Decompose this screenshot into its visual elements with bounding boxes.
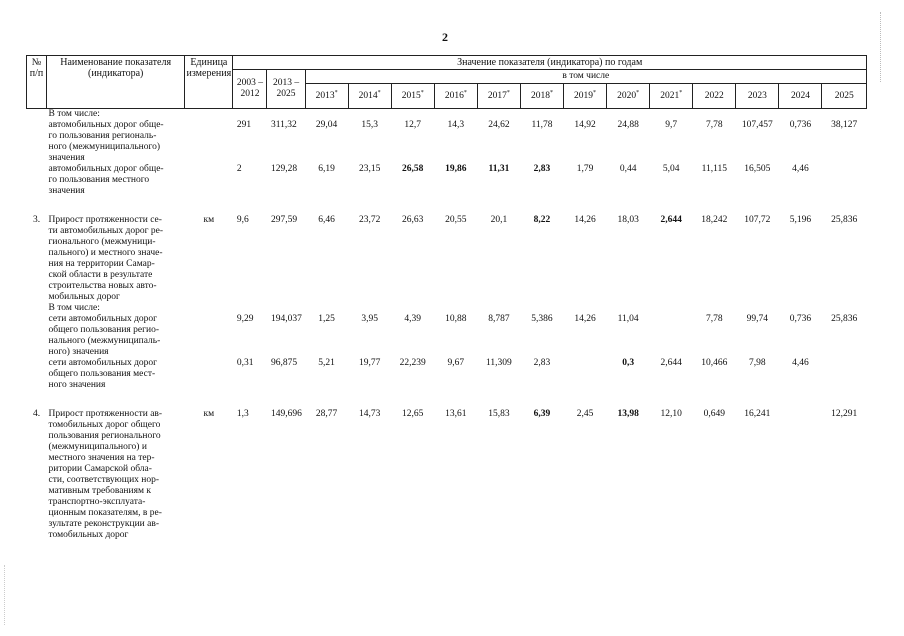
value-cell: 2,644 — [660, 215, 682, 225]
value-cell: 2,45 — [576, 409, 594, 419]
header-num: № п/п — [27, 56, 47, 109]
value-cell: 25,836 — [831, 314, 858, 324]
value-cell: 4,46 — [792, 164, 809, 174]
table-row — [27, 314, 867, 358]
value-cell: 5,386 — [531, 314, 553, 324]
value-cell: 13,61 — [445, 409, 467, 419]
value-cell: 0,649 — [703, 409, 725, 419]
value-cell: 16,241 — [744, 409, 771, 419]
table-row — [27, 120, 867, 164]
value-cell — [822, 164, 867, 197]
value-cell: 9,7 — [665, 120, 678, 130]
value-cell: 9,29 — [236, 314, 254, 324]
value-cell: 0,3 — [622, 358, 635, 368]
value-cell: 0,736 — [789, 314, 812, 324]
value-cell: 311,32 — [270, 120, 297, 130]
value-cell: 0,31 — [236, 358, 254, 368]
header-year: 2023 — [736, 84, 779, 109]
header-values-title: Значение показателя (индикатора) по годам — [233, 56, 867, 70]
header-year: 2020* — [607, 84, 650, 109]
row-unit: км — [203, 215, 215, 225]
value-cell: 4,46 — [792, 358, 809, 368]
value-cell: 9,6 — [236, 215, 249, 225]
value-cell: 2,644 — [660, 358, 682, 368]
value-cell: 13,98 — [617, 409, 639, 419]
row-name: сети автомобильных дорог общего пользования мест- ного значения — [48, 358, 158, 390]
value-cell — [650, 314, 693, 358]
value-cell: 129,28 — [270, 164, 298, 174]
row-name: Прирост протяженности ав- томобильных дорог общего пользования регионального (межмуниципального) и местного значения на тер- ритории Самарской обла- сти, соответствующих нор- мативным требованиям к транспортно-эксплуата- ционным показателям, в ре- зультате реконструкции ав- томобильных дорог — [48, 409, 163, 540]
value-cell: 18,242 — [701, 215, 728, 225]
value-cell: 291 — [236, 120, 252, 130]
row-number: 3. — [32, 215, 41, 225]
value-cell: 6,46 — [318, 215, 335, 225]
value-cell: 1,25 — [318, 314, 335, 324]
value-cell: 4,39 — [404, 314, 422, 324]
header-period-2003-2012: 2003 – 2012 — [233, 70, 267, 109]
value-cell: 15,3 — [361, 120, 378, 130]
value-cell: 297,59 — [270, 215, 298, 225]
value-cell: 12,65 — [402, 409, 424, 419]
value-cell: 6,39 — [533, 409, 551, 419]
value-cell: 12,7 — [404, 120, 422, 130]
header-unit: Единица измерения — [185, 56, 233, 109]
value-cell: 5,21 — [318, 358, 335, 368]
table-row — [27, 358, 867, 391]
value-cell: 0,44 — [619, 164, 637, 174]
value-cell: 23,72 — [358, 215, 381, 225]
value-cell: 20,55 — [445, 215, 467, 225]
table-row — [27, 164, 867, 197]
table-header — [27, 56, 867, 109]
value-cell: 6,19 — [318, 164, 335, 174]
value-cell — [822, 358, 867, 391]
value-cell: 3,95 — [361, 314, 378, 324]
value-cell: 96,875 — [270, 358, 298, 368]
scan-edge-mark — [4, 565, 19, 625]
value-cell: 38,127 — [831, 120, 858, 130]
value-cell: 14,26 — [574, 314, 596, 324]
value-cell: 99,74 — [746, 314, 769, 324]
value-cell: 8,787 — [488, 314, 510, 324]
value-cell: 10,88 — [445, 314, 467, 324]
value-cell: 7,78 — [705, 314, 723, 324]
value-cell: 20,1 — [490, 215, 508, 225]
value-cell: 28,77 — [315, 409, 338, 419]
header-year: 2018* — [520, 84, 563, 109]
value-cell: 12,10 — [660, 409, 682, 419]
value-cell: 11,309 — [486, 358, 512, 368]
header-year: 2016* — [434, 84, 477, 109]
value-cell — [564, 358, 607, 391]
row-name: автомобильных дорог обще- го пользования местного значения — [48, 164, 164, 196]
value-cell: 11,31 — [488, 164, 510, 174]
value-cell: 26,63 — [402, 215, 424, 225]
value-cell: 11,04 — [617, 314, 639, 324]
header-year: 2022 — [693, 84, 736, 109]
value-cell: 194,037 — [270, 314, 302, 324]
value-cell: 26,58 — [402, 164, 424, 174]
header-year: 2014* — [348, 84, 391, 109]
header-period-2013-2025: 2013 – 2025 — [267, 70, 305, 109]
value-cell: 11,115 — [701, 164, 727, 174]
value-cell: 24,88 — [617, 120, 639, 130]
value-cell: 9,67 — [447, 358, 465, 368]
header-year: 2019* — [564, 84, 607, 109]
value-cell: 29,04 — [315, 120, 338, 130]
value-cell: 7,98 — [749, 358, 766, 368]
row-name: автомобильных дорог обще- го пользования региональ- ного (межмуниципального) значения — [48, 120, 164, 163]
header-including: в том числе — [305, 70, 866, 84]
value-cell: 22,239 — [399, 358, 426, 368]
value-cell: 107,457 — [741, 120, 773, 130]
header-year: 2025 — [822, 84, 867, 109]
value-cell: 14,3 — [447, 120, 465, 130]
page-number: 2 — [442, 30, 448, 44]
header-name: Наименование показателя (индикатора) — [47, 56, 185, 109]
header-year: 2015* — [391, 84, 434, 109]
value-cell: 1,3 — [236, 409, 249, 419]
table-row — [27, 215, 867, 303]
value-cell: 14,26 — [574, 215, 596, 225]
value-cell: 15,83 — [488, 409, 510, 419]
value-cell: 18,03 — [617, 215, 639, 225]
value-cell — [779, 409, 822, 541]
value-cell: 149,696 — [270, 409, 302, 419]
row-unit: км — [203, 409, 215, 419]
table-body — [27, 109, 867, 542]
value-cell: 7,78 — [705, 120, 723, 130]
value-cell: 14,92 — [574, 120, 596, 130]
header-year: 2017* — [477, 84, 520, 109]
value-cell: 10,466 — [701, 358, 728, 368]
indicators-table — [26, 55, 867, 541]
header-year: 2013* — [305, 84, 348, 109]
value-cell: 5,196 — [789, 215, 812, 225]
value-cell: 12,291 — [831, 409, 858, 419]
value-cell: 24,62 — [488, 120, 510, 130]
row-number: 4. — [32, 409, 41, 419]
value-cell: 2 — [236, 164, 242, 174]
value-cell: 8,22 — [533, 215, 551, 225]
header-year: 2024 — [779, 84, 822, 109]
value-cell: 19,77 — [358, 358, 381, 368]
row-name: сети автомобильных дорог общего пользования регио- нального (межмуниципаль- ного) значения — [48, 314, 161, 357]
table-row — [27, 409, 867, 541]
scan-edge-mark — [880, 12, 882, 82]
value-cell: 2,83 — [533, 358, 551, 368]
header-year: 2021* — [650, 84, 693, 109]
value-cell: 14,73 — [358, 409, 381, 419]
value-cell: 16,505 — [744, 164, 771, 174]
value-cell: 0,736 — [789, 120, 812, 130]
value-cell: 19,86 — [445, 164, 467, 174]
value-cell: 25,836 — [831, 215, 858, 225]
row-intro: В том числе: — [48, 109, 100, 119]
row-intro: В том числе: — [48, 303, 100, 313]
value-cell: 23,15 — [358, 164, 381, 174]
value-cell: 5,04 — [662, 164, 680, 174]
value-cell: 1,79 — [576, 164, 594, 174]
row-name: Прирост протяженности се- ти автомобильных дорог ре- гионального (межмуници- пального) и местного значе- ния на территории Самар- ской области в результате строительства новых авто- мобильных дорог — [48, 215, 164, 302]
value-cell: 11,78 — [531, 120, 553, 130]
value-cell: 2,83 — [533, 164, 551, 174]
value-cell: 107,72 — [744, 215, 771, 225]
